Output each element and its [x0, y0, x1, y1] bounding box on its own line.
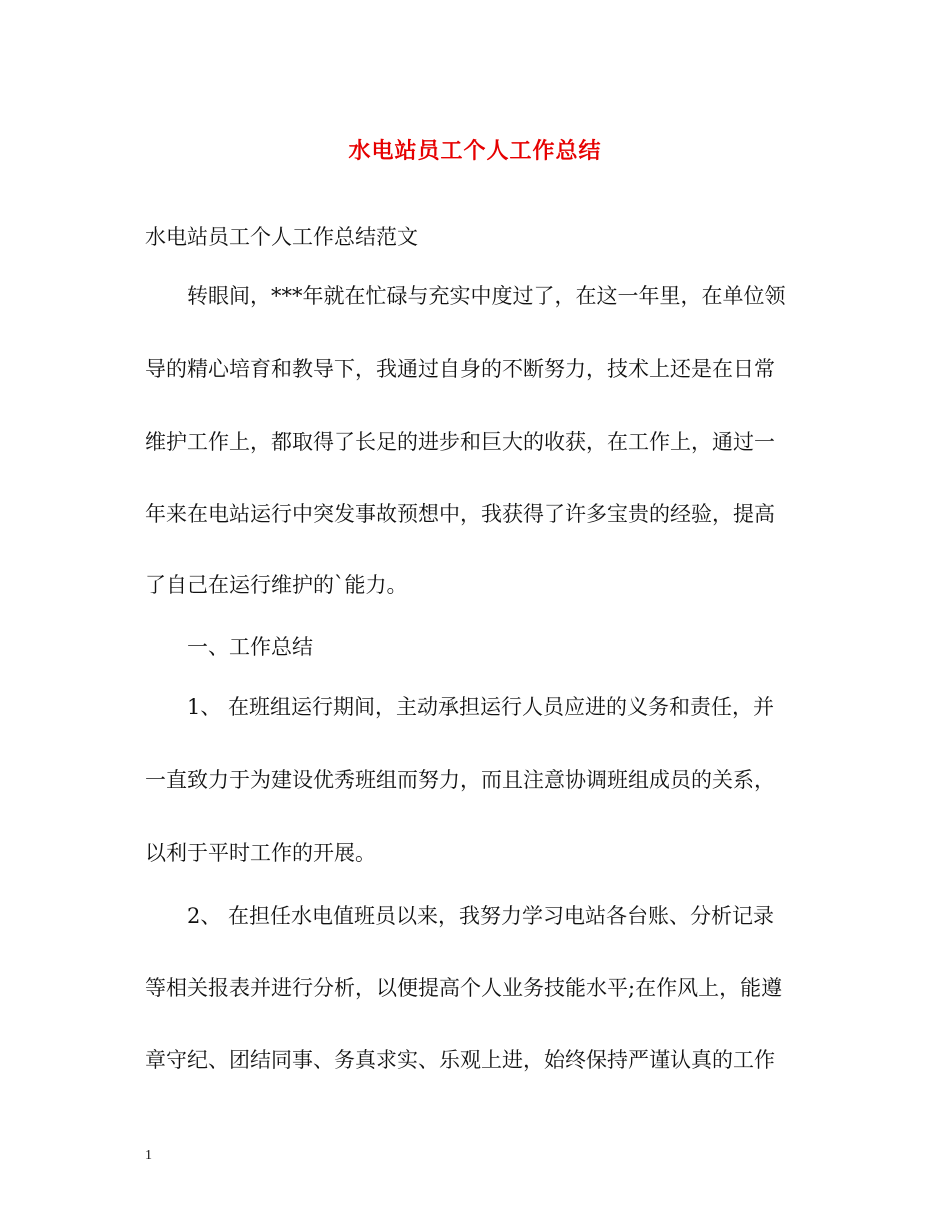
paragraph-line: 等相关报表并进行分析，以便提高个人业务技能水平;在作风上，能遵: [145, 976, 783, 1000]
paragraph-line: 以利于平时工作的开展。: [145, 841, 376, 865]
paragraph-line: 维护工作上，都取得了长足的进步和巨大的收获，在工作上，通过一: [145, 430, 775, 454]
document-subtitle: 水电站员工个人工作总结范文: [145, 225, 418, 249]
section-heading: 一、工作总结: [187, 635, 313, 659]
paragraph-line: 一直致力于为建设优秀班组而努力，而且注意协调班组成员的关系，: [145, 768, 775, 792]
paragraph-line: 1、 在班组运行期间，主动承担运行人员应进的义务和责任，并: [187, 695, 775, 719]
paragraph-line: 转眼间，***年就在忙碌与充实中度过了，在这一年里，在单位领: [187, 284, 786, 308]
paragraph-line: 年来在电站运行中突发事故预想中，我获得了许多宝贵的经验，提高: [145, 502, 775, 526]
paragraph-line: 2、 在担任水电值班员以来，我努力学习电站各台账、分析记录: [187, 904, 775, 928]
paragraph-line: 章守纪、团结同事、务真求实、乐观上进，始终保持严谨认真的工作: [145, 1048, 775, 1072]
paragraph-line: 导的精心培育和教导下，我通过自身的不断努力，技术上还是在日常: [145, 357, 775, 381]
page-number: 1: [145, 1148, 152, 1163]
paragraph-line: 了自己在运行维护的`能力。: [145, 573, 408, 597]
document-title: 水电站员工个人工作总结: [348, 138, 602, 164]
